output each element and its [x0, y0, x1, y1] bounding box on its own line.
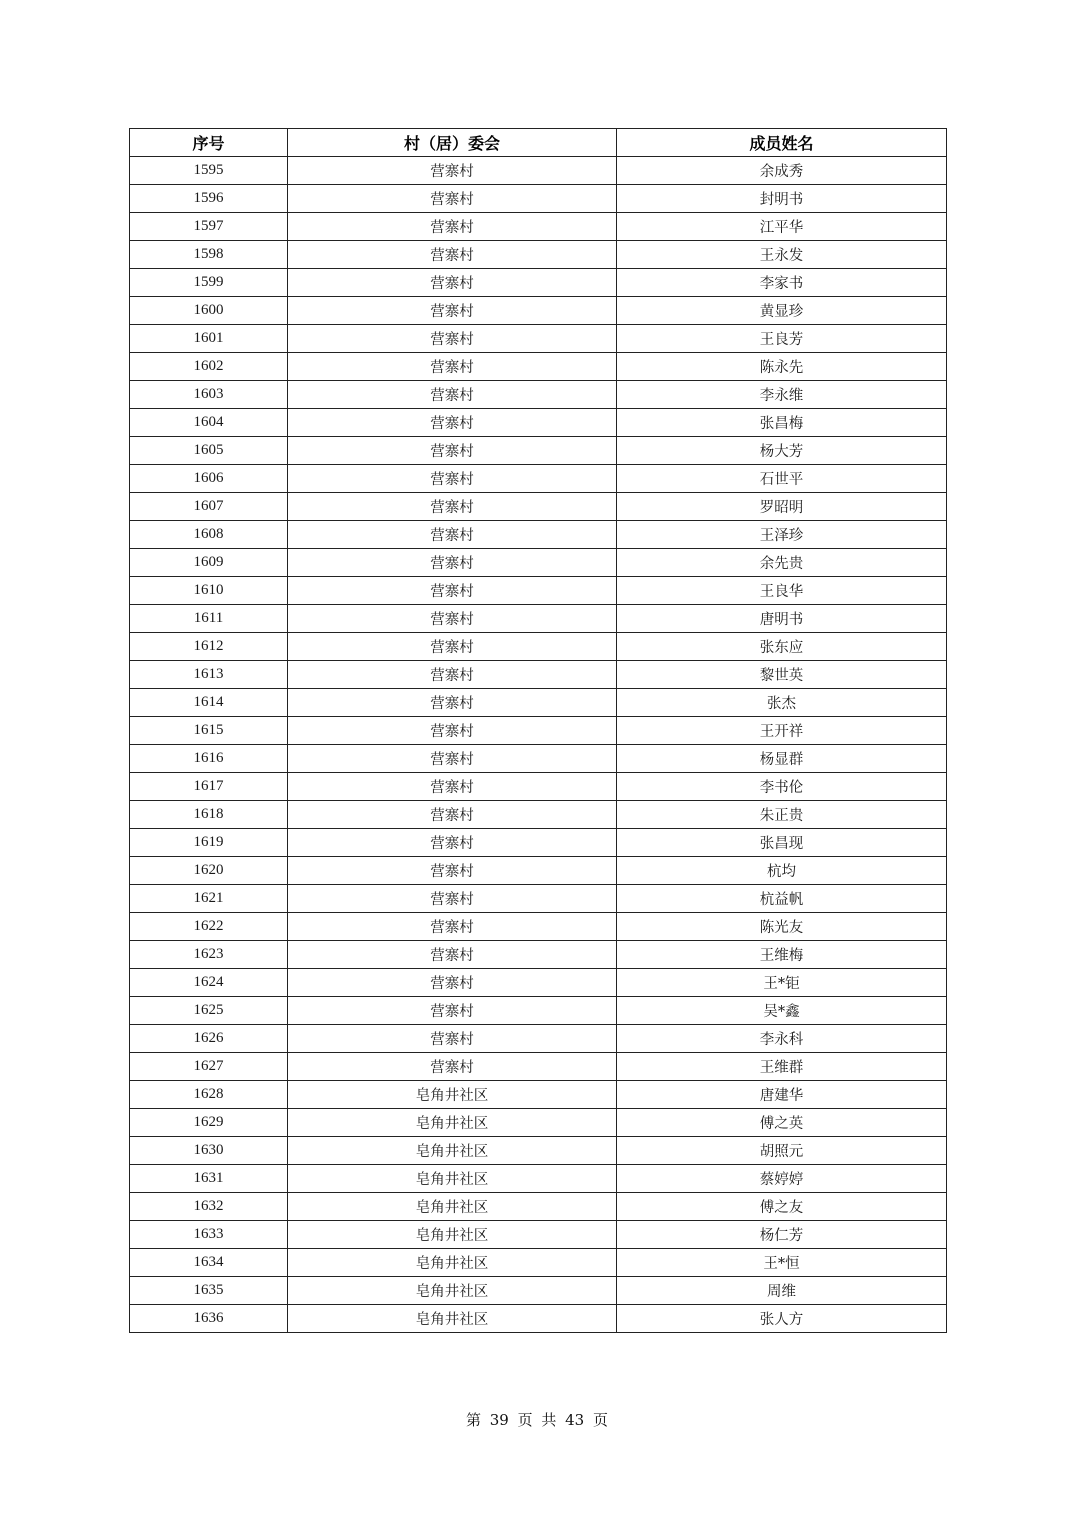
- serial-number-cell: 1597: [130, 213, 288, 241]
- table-row: [130, 885, 947, 913]
- serial-number-cell: 1612: [130, 633, 288, 661]
- serial-number-cell: 1618: [130, 801, 288, 829]
- serial-number-cell: 1604: [130, 409, 288, 437]
- village-committee-cell: 皂角井社区: [288, 1249, 617, 1277]
- member-name-cell: 王良芳: [617, 325, 947, 353]
- serial-number-cell: 1632: [130, 1193, 288, 1221]
- serial-number-cell: 1621: [130, 885, 288, 913]
- table-row: [130, 857, 947, 885]
- serial-number-cell: 1613: [130, 661, 288, 689]
- village-committee-cell: 营寨村: [288, 745, 617, 773]
- serial-number-cell: 1606: [130, 465, 288, 493]
- village-committee-cell: 皂角井社区: [288, 1165, 617, 1193]
- serial-number-cell: 1635: [130, 1277, 288, 1305]
- member-name-cell: 王维梅: [617, 941, 947, 969]
- table-row: [130, 1025, 947, 1053]
- table-row: [130, 969, 947, 997]
- serial-number-cell: 1628: [130, 1081, 288, 1109]
- member-roster-table: [129, 128, 947, 1333]
- serial-number-cell: 1633: [130, 1221, 288, 1249]
- member-name-cell: 陈永先: [617, 353, 947, 381]
- member-name-cell: 陈光友: [617, 913, 947, 941]
- table-row: [130, 1305, 947, 1333]
- table-body: [130, 157, 947, 1333]
- member-name-cell: 傅之友: [617, 1193, 947, 1221]
- serial-number-cell: 1619: [130, 829, 288, 857]
- serial-number-cell: 1595: [130, 157, 288, 185]
- header-member-name: 成员姓名: [617, 129, 947, 157]
- member-name-cell: 王维群: [617, 1053, 947, 1081]
- village-committee-cell: 营寨村: [288, 689, 617, 717]
- member-name-cell: 杨仁芳: [617, 1221, 947, 1249]
- village-committee-cell: 营寨村: [288, 157, 617, 185]
- table-row: [130, 801, 947, 829]
- member-name-cell: 王永发: [617, 241, 947, 269]
- village-committee-cell: 营寨村: [288, 549, 617, 577]
- member-name-cell: 张昌现: [617, 829, 947, 857]
- village-committee-cell: 营寨村: [288, 1025, 617, 1053]
- table-row: [130, 661, 947, 689]
- village-committee-cell: 营寨村: [288, 605, 617, 633]
- member-name-cell: 余成秀: [617, 157, 947, 185]
- serial-number-cell: 1636: [130, 1305, 288, 1333]
- village-committee-cell: 营寨村: [288, 997, 617, 1025]
- serial-number-cell: 1608: [130, 521, 288, 549]
- village-committee-cell: 营寨村: [288, 241, 617, 269]
- member-name-cell: 李家书: [617, 269, 947, 297]
- table-row: [130, 913, 947, 941]
- village-committee-cell: 皂角井社区: [288, 1081, 617, 1109]
- village-committee-cell: 皂角井社区: [288, 1305, 617, 1333]
- serial-number-cell: 1607: [130, 493, 288, 521]
- village-committee-cell: 营寨村: [288, 829, 617, 857]
- member-name-cell: 杭均: [617, 857, 947, 885]
- table-row: [130, 689, 947, 717]
- member-name-cell: 周维: [617, 1277, 947, 1305]
- member-name-cell: 张昌梅: [617, 409, 947, 437]
- serial-number-cell: 1610: [130, 577, 288, 605]
- village-committee-cell: 皂角井社区: [288, 1109, 617, 1137]
- serial-number-cell: 1625: [130, 997, 288, 1025]
- serial-number-cell: 1627: [130, 1053, 288, 1081]
- table-row: [130, 997, 947, 1025]
- village-committee-cell: 皂角井社区: [288, 1193, 617, 1221]
- table-header: [130, 129, 947, 157]
- table-row: [130, 1081, 947, 1109]
- table-row: [130, 1221, 947, 1249]
- header-row: [130, 129, 947, 157]
- serial-number-cell: 1617: [130, 773, 288, 801]
- member-name-cell: 王开祥: [617, 717, 947, 745]
- table-row: [130, 381, 947, 409]
- serial-number-cell: 1605: [130, 437, 288, 465]
- table-row: [130, 1165, 947, 1193]
- village-committee-cell: 营寨村: [288, 465, 617, 493]
- page-footer: 第 39 页 共 43 页: [465, 1411, 608, 1429]
- serial-number-cell: 1626: [130, 1025, 288, 1053]
- member-name-cell: 朱正贵: [617, 801, 947, 829]
- table-row: [130, 1193, 947, 1221]
- village-committee-cell: 营寨村: [288, 941, 617, 969]
- table-row: [130, 353, 947, 381]
- member-name-cell: 王*恒: [617, 1249, 947, 1277]
- member-name-cell: 黎世英: [617, 661, 947, 689]
- member-name-cell: 张人方: [617, 1305, 947, 1333]
- table-row: [130, 157, 947, 185]
- member-name-cell: 黄显珍: [617, 297, 947, 325]
- table-row: [130, 325, 947, 353]
- serial-number-cell: 1601: [130, 325, 288, 353]
- serial-number-cell: 1599: [130, 269, 288, 297]
- member-name-cell: 杭益帆: [617, 885, 947, 913]
- header-serial-number: 序号: [130, 129, 288, 157]
- member-name-cell: 杨显群: [617, 745, 947, 773]
- village-committee-cell: 营寨村: [288, 913, 617, 941]
- serial-number-cell: 1622: [130, 913, 288, 941]
- serial-number-cell: 1602: [130, 353, 288, 381]
- village-committee-cell: 营寨村: [288, 493, 617, 521]
- member-name-cell: 胡照元: [617, 1137, 947, 1165]
- village-committee-cell: 营寨村: [288, 325, 617, 353]
- village-committee-cell: 皂角井社区: [288, 1221, 617, 1249]
- member-name-cell: 王良华: [617, 577, 947, 605]
- table-row: [130, 297, 947, 325]
- member-name-cell: 吴*鑫: [617, 997, 947, 1025]
- serial-number-cell: 1596: [130, 185, 288, 213]
- village-committee-cell: 营寨村: [288, 717, 617, 745]
- serial-number-cell: 1630: [130, 1137, 288, 1165]
- table-row: [130, 1137, 947, 1165]
- village-committee-cell: 营寨村: [288, 269, 617, 297]
- village-committee-cell: 营寨村: [288, 801, 617, 829]
- serial-number-cell: 1614: [130, 689, 288, 717]
- member-name-cell: 李永维: [617, 381, 947, 409]
- village-committee-cell: 营寨村: [288, 437, 617, 465]
- village-committee-cell: 营寨村: [288, 353, 617, 381]
- member-name-cell: 罗昭明: [617, 493, 947, 521]
- table-row: [130, 1249, 947, 1277]
- serial-number-cell: 1624: [130, 969, 288, 997]
- village-committee-cell: 营寨村: [288, 297, 617, 325]
- table-row: [130, 549, 947, 577]
- table-row: [130, 185, 947, 213]
- member-name-cell: 王泽珍: [617, 521, 947, 549]
- village-committee-cell: 营寨村: [288, 773, 617, 801]
- serial-number-cell: 1598: [130, 241, 288, 269]
- serial-number-cell: 1616: [130, 745, 288, 773]
- table-row: [130, 941, 947, 969]
- member-name-cell: 傅之英: [617, 1109, 947, 1137]
- member-name-cell: 张东应: [617, 633, 947, 661]
- village-committee-cell: 营寨村: [288, 885, 617, 913]
- member-name-cell: 李永科: [617, 1025, 947, 1053]
- serial-number-cell: 1611: [130, 605, 288, 633]
- table-row: [130, 605, 947, 633]
- table-row: [130, 409, 947, 437]
- member-name-cell: 杨大芳: [617, 437, 947, 465]
- table-row: [130, 241, 947, 269]
- member-name-cell: 江平华: [617, 213, 947, 241]
- village-committee-cell: 皂角井社区: [288, 1277, 617, 1305]
- village-committee-cell: 营寨村: [288, 521, 617, 549]
- member-name-cell: 李书伦: [617, 773, 947, 801]
- member-name-cell: 石世平: [617, 465, 947, 493]
- member-name-cell: 封明书: [617, 185, 947, 213]
- serial-number-cell: 1631: [130, 1165, 288, 1193]
- table-row: [130, 493, 947, 521]
- member-name-cell: 唐建华: [617, 1081, 947, 1109]
- serial-number-cell: 1623: [130, 941, 288, 969]
- table-row: [130, 465, 947, 493]
- village-committee-cell: 营寨村: [288, 969, 617, 997]
- member-name-cell: 余先贵: [617, 549, 947, 577]
- village-committee-cell: 营寨村: [288, 381, 617, 409]
- village-committee-cell: 营寨村: [288, 857, 617, 885]
- table-row: [130, 717, 947, 745]
- serial-number-cell: 1620: [130, 857, 288, 885]
- village-committee-cell: 营寨村: [288, 633, 617, 661]
- table-row: [130, 633, 947, 661]
- village-committee-cell: 营寨村: [288, 409, 617, 437]
- member-name-cell: 张杰: [617, 689, 947, 717]
- table-row: [130, 745, 947, 773]
- table-row: [130, 829, 947, 857]
- village-committee-cell: 营寨村: [288, 1053, 617, 1081]
- village-committee-cell: 营寨村: [288, 213, 617, 241]
- header-village-committee: 村（居）委会: [288, 129, 617, 157]
- village-committee-cell: 营寨村: [288, 185, 617, 213]
- table-row: [130, 1053, 947, 1081]
- serial-number-cell: 1609: [130, 549, 288, 577]
- table-row: [130, 437, 947, 465]
- table-row: [130, 521, 947, 549]
- table-row: [130, 213, 947, 241]
- table-row: [130, 577, 947, 605]
- serial-number-cell: 1629: [130, 1109, 288, 1137]
- table-row: [130, 1109, 947, 1137]
- table-row: [130, 269, 947, 297]
- serial-number-cell: 1600: [130, 297, 288, 325]
- village-committee-cell: 营寨村: [288, 661, 617, 689]
- village-committee-cell: 皂角井社区: [288, 1137, 617, 1165]
- serial-number-cell: 1634: [130, 1249, 288, 1277]
- serial-number-cell: 1615: [130, 717, 288, 745]
- village-committee-cell: 营寨村: [288, 577, 617, 605]
- table-row: [130, 1277, 947, 1305]
- member-name-cell: 蔡婷婷: [617, 1165, 947, 1193]
- serial-number-cell: 1603: [130, 381, 288, 409]
- member-name-cell: 王*钜: [617, 969, 947, 997]
- table-row: [130, 773, 947, 801]
- member-name-cell: 唐明书: [617, 605, 947, 633]
